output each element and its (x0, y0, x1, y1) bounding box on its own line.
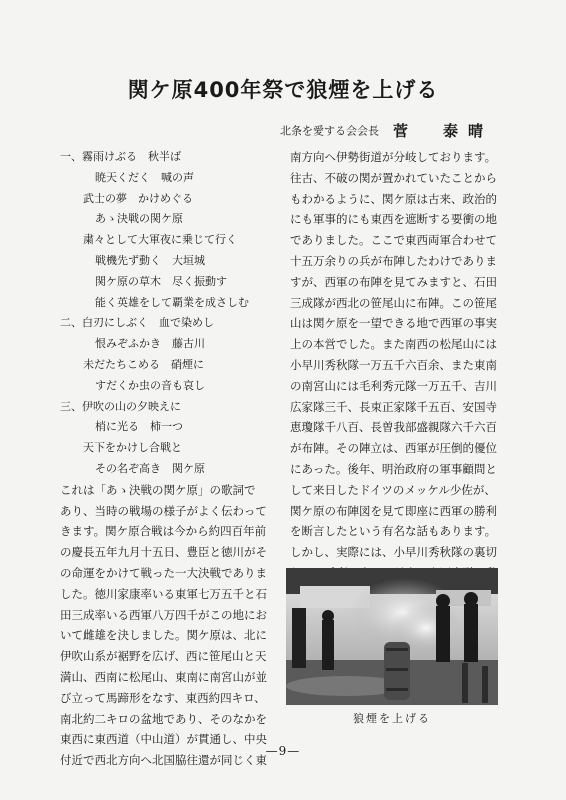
text-line: 小早川秀秋隊一万五千六百余、また東南 (290, 357, 497, 372)
text-line: 十五万余りの兵が布陣したわけでありま (290, 253, 497, 268)
author-name: 菅 泰晴 (393, 122, 494, 140)
text-line: 東西に東西道（中山道）が貫通し、中央 (60, 732, 267, 747)
right-column (290, 147, 502, 605)
lyric-line: 武士の夢 かけめぐる (83, 191, 193, 205)
lyric-line: あゝ決戦の関ケ原 (95, 212, 183, 226)
text-line: を断言したという有名な話もあります。 (290, 524, 497, 539)
text-line: 関ケ原の布陣図を見て即座に西軍の勝利 (290, 503, 497, 518)
text-line: の命運をかけて戦った一大決戦でありま (60, 565, 267, 580)
text-line: した。徳川家康率いる東軍七万五千と石 (60, 586, 267, 601)
text-line: び立って馬蹄形をなす、東西約四キロ、 (60, 690, 266, 705)
smoke-signal-photo (286, 568, 498, 705)
article-title: 関ケ原400年祭で狼煙を上げる (127, 78, 439, 102)
text-line: きます。関ケ原合戦は今から約四百年前 (60, 524, 267, 539)
left-prose (60, 480, 270, 771)
lyric-line: 一、霧雨けぶる 秋半ば (60, 150, 181, 163)
text-line: 広家隊三千、長束正家隊千五百、安国寺 (290, 399, 497, 414)
song-lyrics (60, 147, 270, 480)
text-line: にも軍事的にも東西を遮断する要衝の地 (290, 212, 497, 227)
lyric-line: 二、白刃にしぶく 血で染めし (60, 316, 214, 330)
text-line: 南北約二キロの盆地であり、そのなかを (60, 711, 267, 726)
lyric-line: 梢に光る 柿一つ (95, 420, 183, 434)
text-line: にあった。後年、明治政府の軍事顧問と (290, 461, 497, 476)
lyric-line: その名ぞ高き 関ケ原 (95, 461, 205, 475)
text-line: 山は関ケ原を一望できる地で西軍の事実 (290, 316, 497, 331)
left-column (60, 147, 270, 771)
photo-illustration (286, 568, 498, 705)
page-number: —9— (265, 744, 301, 758)
author-line (280, 120, 510, 141)
text-line: 上の本営でした。また南西の松尾山には (290, 337, 497, 352)
text-line: 往古、不破の関が置かれていたことから (290, 170, 497, 185)
lyric-line: 暁天くだく 喊の声 (95, 170, 194, 184)
text-line: すが、西軍の布陣を見てみますと、石田 (290, 274, 497, 289)
lyric-line: 三、伊吹の山の夕映えに (60, 399, 181, 413)
text-line: いて雌雄を決しました。関ケ原は、北に (60, 628, 267, 643)
lyric-line: 戦機先ず動く 大垣城 (95, 253, 205, 267)
lyric-line: 未だたちこめる 硝煙に (83, 357, 204, 371)
lyric-line: すだくか虫の音も哀し (95, 378, 205, 392)
text-line: これは「あゝ決戦の関ケ原」の歌詞で (60, 482, 256, 497)
text-line: 伊吹山系が裾野を広げ、西に笹尾山と天 (60, 649, 267, 664)
text-line: の南宮山には毛利秀元隊一万五千、吉川 (290, 378, 497, 393)
photo-caption: 狼煙を上げる (353, 712, 431, 725)
text-line: 付近で西北方向へ北国脇往還が同じく東 (60, 753, 267, 768)
lyric-line: 関ケ原の草木 尽く振動す (95, 274, 227, 288)
text-line: しかし、実際には、小早川秀秋隊の裏切 (290, 545, 497, 560)
lyric-line: 恨みぞふかき 藤古川 (95, 337, 205, 351)
lyric-line: 能く英雄をして覇業を成さしむ (95, 295, 249, 309)
text-line: もわかるように、関ケ原は古来、政治的 (290, 191, 497, 206)
text-line: して来日したドイツのメッケル少佐が、 (290, 482, 496, 497)
text-line: 満山、西南に松尾山、東南に南宮山が並 (60, 669, 267, 684)
lyric-line: 天下をかけし合戦と (83, 441, 182, 455)
text-line: 田三成率いる西軍八万四千がこの地にお (60, 607, 267, 622)
text-line: の慶長五年九月十五日、豊臣と徳川がそ (60, 545, 267, 560)
text-line: あり、当時の戦場の様子がよく伝わって (60, 503, 267, 518)
lyric-line: 粛々として大軍夜に乗じて行く (83, 233, 237, 247)
text-line: でありました。ここで東西両軍合わせて (290, 233, 497, 248)
text-line: 三成隊が西北の笹尾山に布陣。この笹尾 (290, 295, 497, 310)
text-line: 南方向へ伊勢街道が分岐しております。 (290, 150, 497, 164)
text-line: 恵瓊隊千八百、長曽我部盛親隊六千六百 (290, 420, 497, 435)
text-line: が布陣。その陣立は、西軍が圧倒的優位 (290, 441, 497, 456)
author-org: 北条を愛する会会長 (280, 124, 379, 138)
